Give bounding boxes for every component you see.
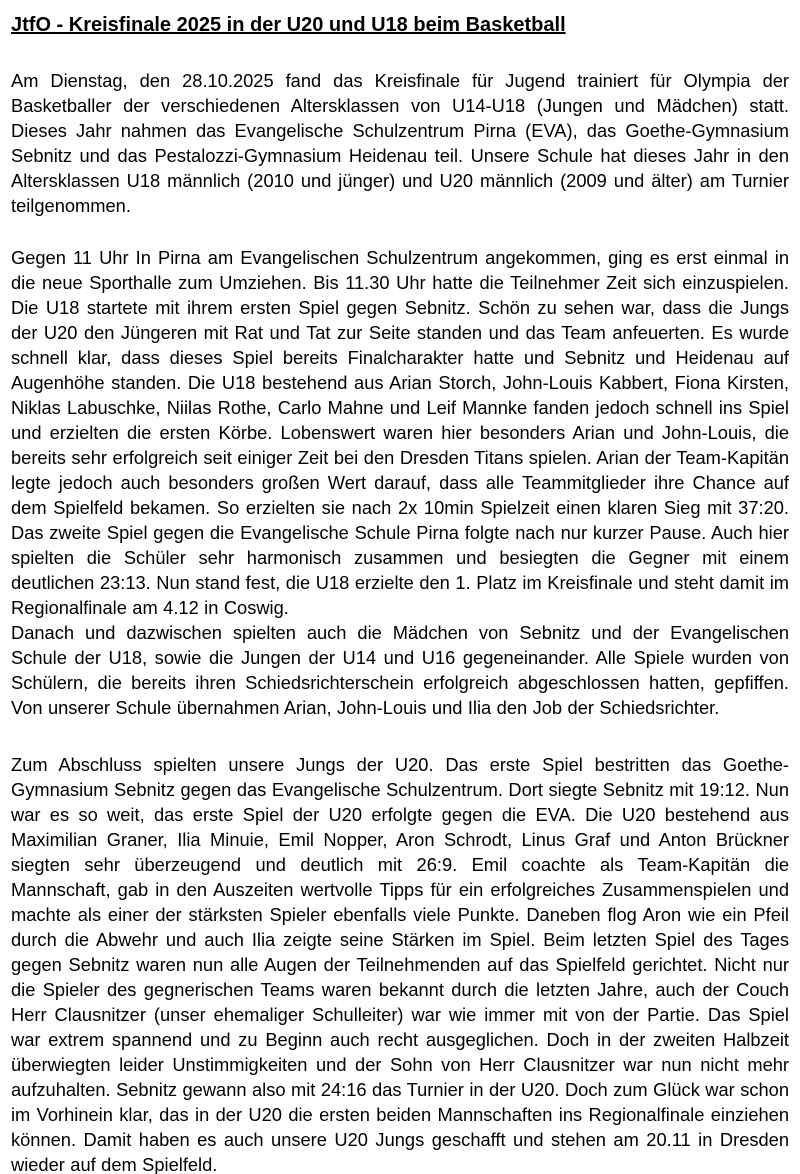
paragraph-u18-bericht: Gegen 11 Uhr In Pirna am Evangelischen Schulzentrum angekommen, ging es erst einmal in die neue Sporthalle zum Umziehen. Bis 11.30 Uhr hatte die Teilnehmer Zeit sich einzuspielen. Die U18 startete mit ihrem ersten Spiel gegen Sebnitz. Schön zu sehen war, dass die Jungs der U20 den Jüngeren mit Rat und Tat zur Seite standen und das Team anfeuerten. Es wurde schnell klar, dass dieses Spiel bereits Finalcharakter hatte und Sebnitz und Heidenau auf Augenhöhe standen. Die U18 bestehend aus Arian Storch, John-Louis Kabbert, Fiona Kirsten, Niklas Labuschke, Niilas Rothe, Carlo Mahne und Leif Mannke fanden jedoch schnell ins Spiel und erzielten die ersten Körbe. Lobenswert waren hier besonders Arian und John-Louis, die bereits sehr erfolgreich seit einiger Zeit bei den Dresden Titans spielen. Arian der Team-Kapitän legte jedoch auch besonders großen Wert darauf, dass alle Teammitglieder ihre Chance auf dem Spielfeld bekamen. So erzielten sie nach 2x 10min Spielzeit einen klaren Sieg mit 37:20. Das zweite Spiel gegen die Evangelische Schule Pirna folgte nach nur kurzer Pause. Auch hier spielten die Schüler sehr harmonisch zusammen und besiegten die Gegner mit einem deutlichen 23:13. Nun stand fest, die U18 erzielte den 1. Platz im Kreisfinale und steht damit im Regionalfinale am 4.12 in Coswig.: [11, 247, 789, 618]
document-title: JtfO - Kreisfinale 2025 in der U20 und U18 beim Basketball: [11, 14, 566, 36]
paragraph-u20-bericht: Zum Abschluss spielten unsere Jungs der U20. Das erste Spiel bestritten das Goethe-Gymnasium Sebnitz gegen das Evangelische Schulzentrum. Dort siegte Sebnitz mit 19:12. Nun war es so weit, das erste Spiel der U20 erfolgte gegen die EVA. Die U20 bestehend aus Maximilian Graner, Ilia Minuie, Emil Nopper, Aron Schrodt, Linus Graf und Anton Brückner siegten sehr überzeugend und deutlich mit 26:9. Emil coachte als Team-Kapitän die Mannschaft, gab in den Auszeiten wertvolle Tipps für ein erfolgreiches Zusammenspielen und machte als einer der stärksten Spieler ebenfalls viele Punkte. Daneben flog Aron wie ein Pfeil durch die Abwehr und auch Ilia zeigte seine Stärken im Spiel. Beim letzten Spiel des Tages gegen Sebnitz waren nun alle Augen der Teilnehmenden auf das Spielfeld gerichtet. Nicht nur die Spieler des gegnerischen Teams waren bekannt durch die letzten Jahre, auch der Couch Herr Clausnitzer (unser ehemaliger Schulleiter) war wie immer mit von der Partie. Das Spiel war extrem spannend und zu Beginn auch recht ausgeglichen. Doch in der zweiten Halbzeit überwiegten leider Unstimmigkeiten und der Sohn von Herr Clausnitzer war nun nicht mehr aufzuhalten. Sebnitz gewann also mit 24:16 das Turnier in der U20. Doch zum Glück war schon im Vorhinein klar, das in der U20 die ersten beiden Mannschaften ins Regionalfinale einziehen können. Damit haben es auch unsere U20 Jungs geschafft und stehen am 20.11 in Dresden wieder auf dem Spielfeld.: [11, 754, 789, 1174]
paragraph-intro: Am Dienstag, den 28.10.2025 fand das Kreisfinale für Jugend trainiert für Olympia der Basketballer der verschiedenen Altersklassen von U14-U18 (Jungen und Mädchen) statt. Dieses Jahr nahmen das Evangelische Schulzentrum Pirna (EVA), das Goethe-Gymnasium Sebnitz und das Pestalozzi-Gymnasium Heidenau teil. Unsere Schule hat dieses Jahr in den Altersklassen U18 männlich (2010 und jünger) und U20 männlich (2009 und älter) am Turnier teilgenommen.: [11, 70, 789, 216]
paragraph-schiedsrichter: Danach und dazwischen spielten auch die Mädchen von Sebnitz und der Evangelischen Schule der U18, sowie die Jungen der U14 und U16 gegeneinander. Alle Spiele wurden von Schülern, die bereits ihren Schiedsrichterschein erfolgreich abgeschlossen hatten, gepfiffen. Von unserer Schule übernahmen Arian, John-Louis und Ilia den Job der Schiedsrichter.: [11, 622, 789, 718]
